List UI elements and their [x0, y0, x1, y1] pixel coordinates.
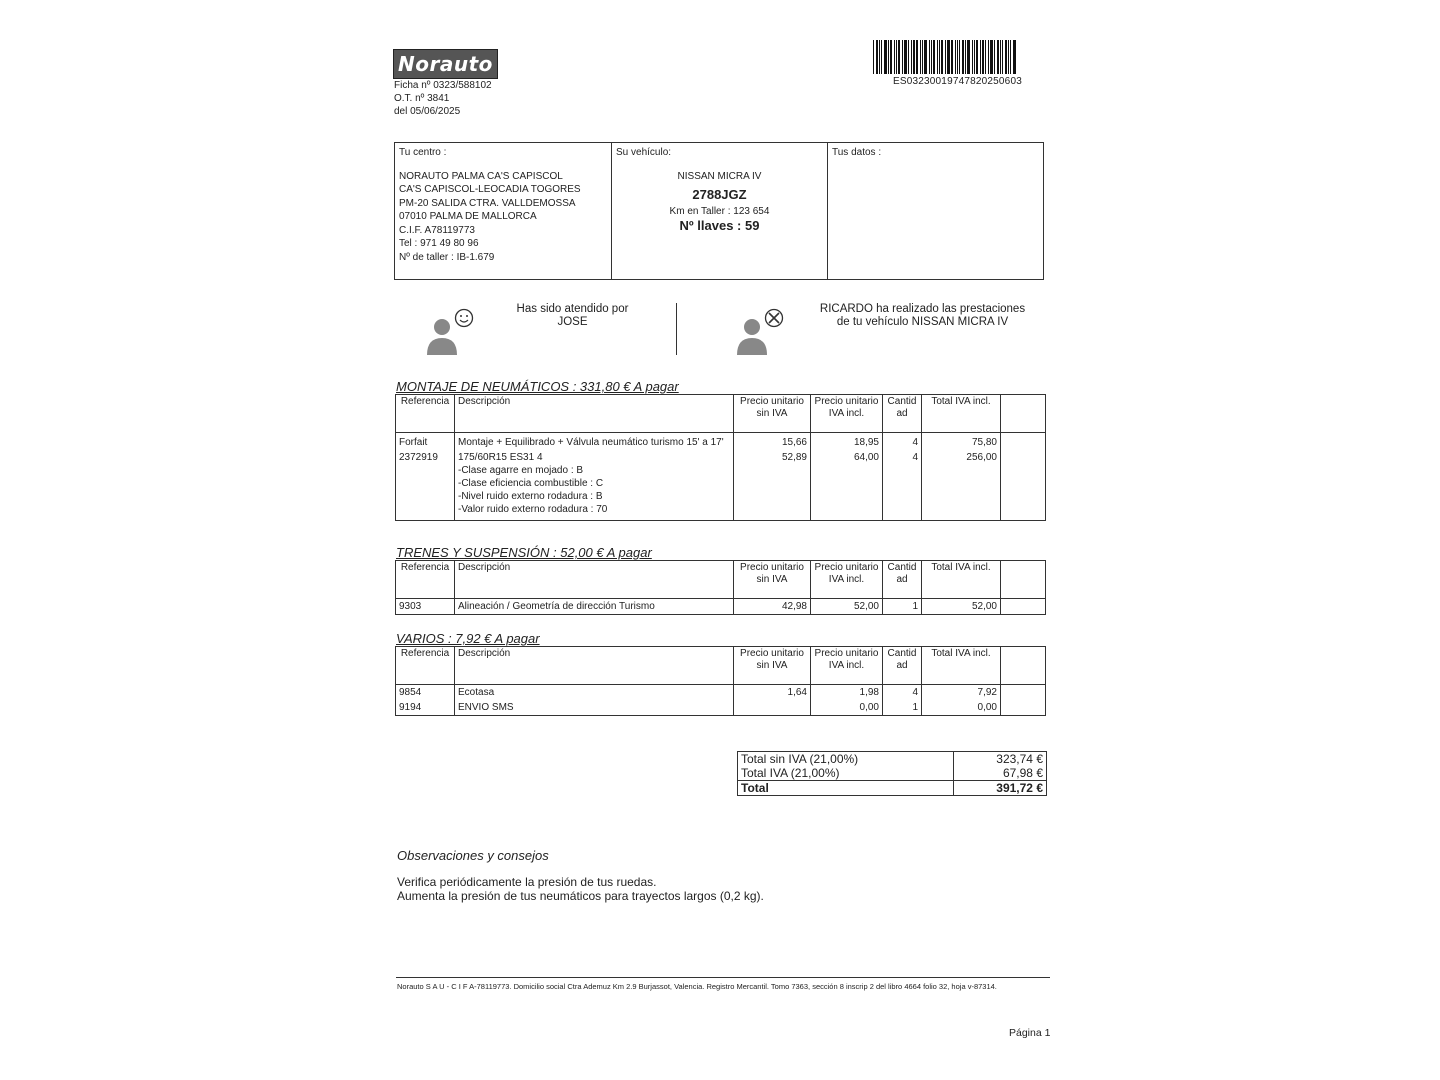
cell-price-iva: 52,00: [811, 599, 883, 615]
barcode-bar: [876, 40, 878, 74]
barcode-bar: [898, 40, 900, 74]
barcode-bar: [920, 40, 921, 74]
datos-column: [828, 143, 1043, 279]
cell-ref: Forfait: [396, 433, 455, 451]
barcode-bar: [962, 40, 964, 74]
barcode-bar: [988, 40, 989, 74]
barcode-bar: [922, 40, 923, 74]
barcode-bar: [994, 40, 995, 74]
barcode-bar: [1000, 40, 1001, 74]
barcode-bar: [1013, 40, 1016, 74]
cell-price-iva: 0,00: [811, 700, 883, 716]
attention-divider: [676, 303, 677, 355]
advisor-smile-icon: [424, 308, 476, 356]
vehicle-plate: 2788JGZ: [692, 187, 747, 202]
cell-total: 256,00: [922, 450, 1001, 520]
section-title-montaje: MONTAJE DE NEUMÁTICOS : 331,80 € A pagar: [396, 379, 679, 394]
centro-line: C.I.F. A78119773: [399, 224, 475, 236]
cell-ref: 9854: [396, 685, 455, 701]
barcode-bar: [888, 40, 889, 74]
cell-ref: 9303: [396, 599, 455, 615]
col-header: Precio unitario IVA incl.: [811, 647, 883, 685]
datos-title: Tus datos :: [832, 147, 882, 158]
barcode-bar: [933, 40, 935, 74]
cell-desc-detail: -Clase agarre en mojado : B: [458, 465, 584, 476]
footer-rule: [396, 977, 1050, 978]
cell-price-iva: 18,95: [811, 433, 883, 451]
page-number: Página 1: [1009, 1027, 1051, 1039]
montaje-table: [395, 394, 1046, 521]
cell-price: 52,89: [734, 450, 811, 520]
col-header: Total IVA incl.: [922, 395, 1001, 433]
barcode-bar: [959, 40, 960, 74]
barcode-bar: [980, 40, 981, 74]
totals-table: [737, 751, 1047, 796]
barcode-bar: [873, 40, 874, 74]
centro-line: CA'S CAPISCOL-LEOCADIA TOGORES: [399, 184, 581, 195]
barcode-bar: [1005, 40, 1007, 74]
col-header: Referencia: [396, 561, 455, 599]
footer-legal: Norauto S A U - C I F A-78119773. Domicilio social Ctra Ademuz Km 2.9 Burjassot, Valencia. Registro Mercantil. Tomo 7363, sección 8 inscrip 2 del libro 4664 folio 32, hoja v-87314.: [397, 982, 997, 991]
barcode-bar: [931, 40, 932, 74]
observaciones-title: Observaciones y consejos: [397, 848, 549, 863]
cell-qty: 1: [883, 599, 922, 615]
col-header: Total IVA incl.: [922, 561, 1001, 599]
barcode-bar: [890, 40, 892, 74]
mechanic-label: RICARDO ha realizado las prestaciones: [819, 303, 1026, 315]
section-title-trenes: TRENES Y SUSPENSIÓN : 52,00 € A pagar: [396, 545, 652, 560]
barcode-bar: [985, 40, 986, 74]
barcode-bar: [976, 40, 978, 74]
attended-by-name: JOSE: [557, 316, 588, 328]
col-header: Cantidad: [883, 561, 922, 599]
col-header: Referencia: [396, 395, 455, 433]
barcode-bar: [974, 40, 975, 74]
barcode-bar: [884, 40, 887, 74]
total-sin-iva-value: 323,74 €: [953, 752, 1046, 767]
col-header: Precio unitario sin IVA: [734, 395, 811, 433]
barcode-bar: [982, 40, 984, 74]
vehiculo-title: Su vehículo:: [616, 147, 672, 158]
centro-title: Tu centro :: [399, 147, 447, 158]
barcode-bar: [957, 40, 958, 74]
centro-column: [395, 143, 612, 279]
ot-number: O.T. nº 3841: [394, 93, 450, 104]
col-header: Cantidad: [883, 647, 922, 685]
barcode-bar: [945, 40, 946, 74]
cell-qty: 4: [883, 433, 922, 451]
cell-desc: 175/60R15 ES31 4: [458, 452, 543, 463]
centro-line: Nº de taller : IB-1.679: [399, 251, 495, 263]
info-box: [394, 142, 1044, 280]
cell-total: 75,80: [922, 433, 1001, 451]
cell-desc-detail: -Nivel ruido externo rodadura : B: [458, 491, 603, 502]
barcode-bar: [990, 40, 993, 74]
barcode-bar: [937, 40, 938, 74]
col-header: [1001, 561, 1046, 599]
table-row: [396, 685, 1046, 701]
table-row: [396, 599, 1046, 615]
mechanic-tools-icon: [734, 308, 786, 356]
vehicle-model: NISSAN MICRA IV: [677, 170, 762, 182]
cell-desc: Ecotasa: [455, 685, 734, 701]
barcode-bar: [896, 40, 897, 74]
col-header: Descripción: [455, 561, 734, 599]
cell-desc: Alineación / Geometría de dirección Turismo: [455, 599, 734, 615]
barcode-bar: [972, 40, 973, 74]
attended-by-label: Has sido atendido por: [516, 303, 629, 315]
barcode-bar: [939, 40, 940, 74]
logo-text: Norauto: [398, 52, 493, 76]
col-header: Precio unitario IVA incl.: [811, 395, 883, 433]
barcode-bar: [955, 40, 956, 74]
trenes-table: [395, 560, 1046, 615]
col-header: Cantidad: [883, 395, 922, 433]
barcode-bar: [965, 40, 966, 74]
barcode-bar: [894, 40, 895, 74]
barcode-bar: [947, 40, 950, 74]
col-header: Referencia: [396, 647, 455, 685]
barcode-bar: [929, 40, 930, 74]
table-row: [396, 450, 1046, 520]
cell-total: 52,00: [922, 599, 1001, 615]
cell-total: 0,00: [922, 700, 1001, 716]
centro-line: Tel : 971 49 80 96: [399, 238, 479, 249]
barcode-bar: [951, 40, 953, 74]
cell-price: [734, 700, 811, 716]
observacion-line: Verifica periódicamente la presión de tus ruedas.: [397, 875, 657, 889]
cell-qty: 4: [883, 685, 922, 701]
col-header: Total IVA incl.: [922, 647, 1001, 685]
mechanic-vehicle: de tu vehículo NISSAN MICRA IV: [836, 316, 1009, 328]
vehicle-keys: Nº llaves : 59: [679, 218, 760, 233]
cell-ref: 9194: [396, 700, 455, 716]
barcode-bar: [997, 40, 999, 74]
total-iva-value: 67,98 €: [953, 766, 1046, 781]
total-iva-label: Total IVA (21,00%): [741, 766, 840, 780]
barcode-bar: [902, 40, 903, 74]
total-sin-iva-label: Total sin IVA (21,00%): [741, 752, 859, 766]
barcode-number: ES03230019747820250603: [893, 76, 1022, 87]
barcode-bar: [911, 40, 912, 74]
table-row: [396, 433, 1046, 451]
barcode-bar: [908, 40, 909, 74]
varios-table: [395, 646, 1046, 716]
col-header: Precio unitario sin IVA: [734, 561, 811, 599]
cell-price: 1,64: [734, 685, 811, 701]
cell-qty: 4: [883, 450, 922, 520]
barcode-bar: [881, 40, 882, 74]
cell-price: 15,66: [734, 433, 811, 451]
barcode: [873, 40, 1045, 74]
centro-line: 07010 PALMA DE MALLORCA: [399, 211, 537, 222]
col-header: [1001, 647, 1046, 685]
barcode-bar: [879, 40, 880, 74]
grand-total-value: 391,72 €: [953, 781, 1046, 796]
barcode-bar: [941, 40, 943, 74]
cell-total: 7,92: [922, 685, 1001, 701]
cell-desc-detail: -Clase eficiencia combustible : C: [458, 478, 604, 489]
barcode-bar: [967, 40, 970, 74]
barcode-bar: [916, 40, 918, 74]
cell-desc-detail: -Valor ruido externo rodadura : 70: [458, 504, 608, 515]
col-header: Precio unitario IVA incl.: [811, 561, 883, 599]
barcode-bar: [904, 40, 907, 74]
vehiculo-column: [612, 143, 828, 279]
observacion-line: Aumenta la presión de tus neumáticos para trayectos largos (0,2 kg).: [397, 889, 764, 903]
grand-total-label: Total: [738, 781, 954, 796]
cell-ref: 2372919: [396, 450, 455, 520]
cell-desc: ENVIO SMS: [455, 700, 734, 716]
barcode-bar: [1010, 40, 1011, 74]
cell-qty: 1: [883, 700, 922, 716]
norauto-logo: [393, 49, 498, 79]
document-date: del 05/06/2025: [394, 106, 461, 117]
barcode-bar: [913, 40, 915, 74]
cell-price-iva: 1,98: [811, 685, 883, 701]
cell-price-iva: 64,00: [811, 450, 883, 520]
col-header: Descripción: [455, 395, 734, 433]
barcode-bar: [1002, 40, 1003, 74]
col-header: [1001, 395, 1046, 433]
barcode-bar: [1008, 40, 1009, 74]
section-title-varios: VARIOS : 7,92 € A pagar: [396, 631, 540, 646]
ficha-number: Ficha nº 0323/588102: [394, 80, 492, 91]
centro-line: NORAUTO PALMA CA'S CAPISCOL: [399, 170, 563, 182]
cell-desc: Montaje + Equilibrado + Válvula neumático turismo 15' a 17': [455, 433, 734, 451]
table-row: [396, 700, 1046, 716]
centro-line: PM-20 SALIDA CTRA. VALLDEMOSSA: [399, 197, 576, 209]
barcode-bar: [924, 40, 927, 74]
vehicle-km: Km en Taller : 123 654: [669, 205, 770, 217]
cell-price: 42,98: [734, 599, 811, 615]
col-header: Descripción: [455, 647, 734, 685]
col-header: Precio unitario sin IVA: [734, 647, 811, 685]
